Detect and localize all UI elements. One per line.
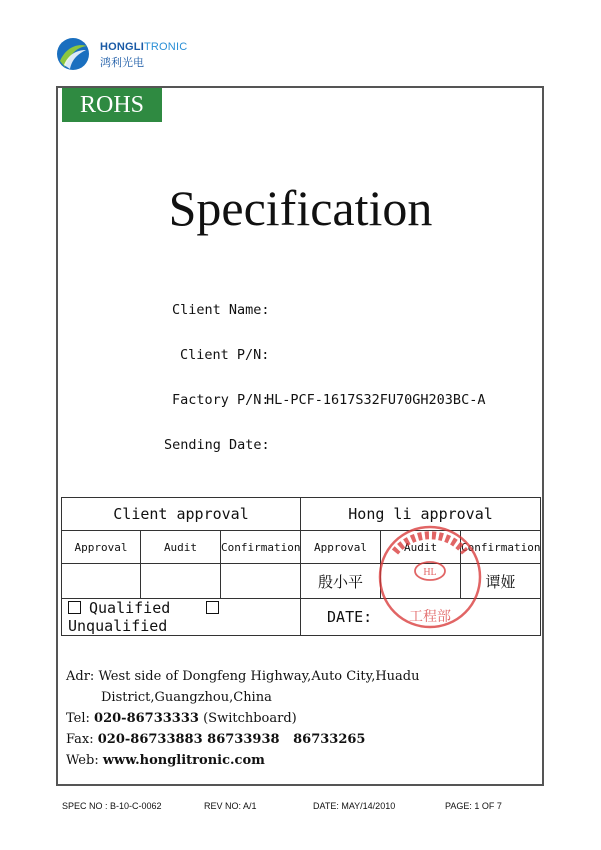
factory-pn-value[interactable]: HL-PCF-1617S32FU70GH203BC-A xyxy=(266,392,486,408)
sig-client-audit[interactable] xyxy=(141,564,221,599)
logo-name: HONGLITRONIC xyxy=(100,41,188,53)
web-link[interactable]: www.honglitronic.com xyxy=(102,753,265,768)
stamp-dept-text: 工程部 xyxy=(409,609,451,625)
unqualified-label: Unqualified xyxy=(68,617,168,635)
fax-line xyxy=(66,729,365,750)
sig-hongli-confirmation: 谭娅 xyxy=(461,564,541,599)
sig-hongli-approval: 殷小平 xyxy=(301,564,381,599)
date-label: DATE: xyxy=(327,608,373,626)
col-hongli-confirmation: Confirmation xyxy=(461,531,541,564)
footer-date: DATE: MAY/14/2010 xyxy=(313,801,396,811)
qualified-checkbox[interactable] xyxy=(68,601,81,614)
unqualified-checkbox[interactable] xyxy=(206,601,219,614)
factory-pn-field xyxy=(172,392,270,408)
client-name-field xyxy=(172,302,270,318)
sig-client-confirmation[interactable] xyxy=(221,564,301,599)
company-logo xyxy=(56,37,186,71)
tel-line xyxy=(66,708,297,729)
page-title: Specification xyxy=(168,180,433,236)
col-hongli-audit: Audit xyxy=(381,531,461,564)
tel-note: (Switchboard) xyxy=(203,711,297,726)
logo-text xyxy=(100,41,187,69)
logo-name-cn: 鸿利光电 xyxy=(100,56,144,69)
fax-label: Fax: xyxy=(66,732,94,747)
qualified-label: Qualified xyxy=(89,599,171,617)
tel-value: 020-86733333 xyxy=(94,711,199,726)
col-hongli-approval: Approval xyxy=(301,531,381,564)
adr-label: Adr: xyxy=(66,669,95,684)
adr-value-1: West side of Dongfeng Highway,Auto City,Huadu xyxy=(98,669,420,684)
sig-client-approval[interactable] xyxy=(62,564,141,599)
tel-label: Tel: xyxy=(66,711,90,726)
address-line-1 xyxy=(66,666,420,687)
footer-page: PAGE: 1 OF 7 xyxy=(445,801,502,811)
client-approval-header: Client approval xyxy=(62,498,301,531)
web-label: Web: xyxy=(66,753,99,768)
rohs-badge: ROHS xyxy=(62,88,162,122)
footer-rev-no: REV NO: A/1 xyxy=(204,801,257,811)
sending-date-label: Sending Date: xyxy=(164,437,270,453)
col-client-approval: Approval xyxy=(62,531,141,564)
footer-spec-no: SPEC NO : B-10-C-0062 xyxy=(62,801,162,811)
client-pn-label: Client P/N: xyxy=(180,347,270,363)
qualification-cell xyxy=(62,599,301,636)
col-client-audit: Audit xyxy=(141,531,221,564)
company-seal-stamp xyxy=(375,522,485,632)
hongli-approval-header: Hong li approval xyxy=(301,498,541,531)
hongli-swirl-logo-icon xyxy=(56,37,90,71)
client-pn-field xyxy=(180,347,269,363)
stamp-center-text: HL xyxy=(423,567,437,578)
client-name-label: Client Name: xyxy=(172,302,270,318)
address-line-2: District,Guangzhou,China xyxy=(101,690,272,705)
sending-date-field xyxy=(164,437,270,453)
factory-pn-label: Factory P/N: xyxy=(172,392,270,408)
col-client-confirmation: Confirmation xyxy=(221,531,301,564)
fax-value: 020-86733883 86733938 86733265 xyxy=(97,732,366,747)
web-line xyxy=(66,750,265,771)
